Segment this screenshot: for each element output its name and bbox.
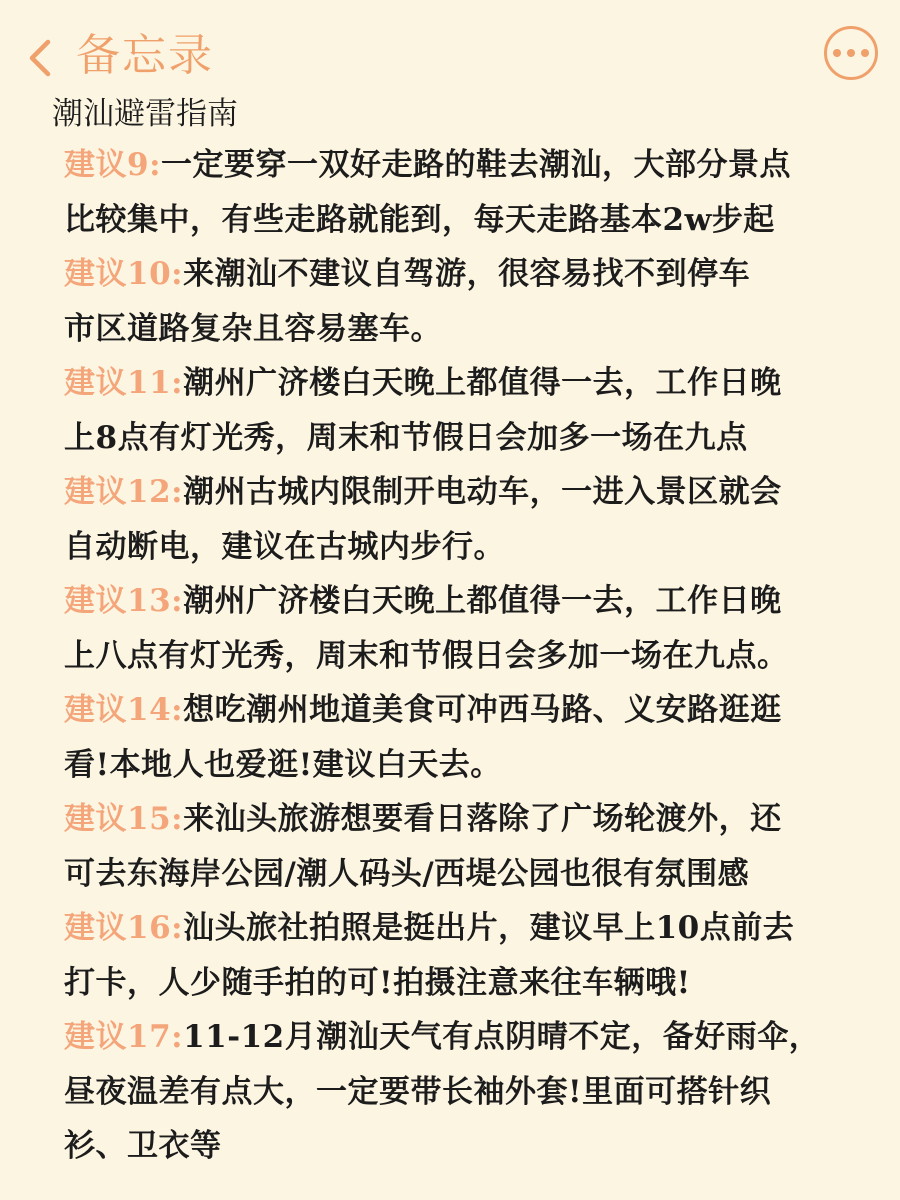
note-tip (64, 465, 864, 574)
tip-label: 建议15: (64, 801, 184, 837)
note-body[interactable] (64, 138, 864, 1174)
tip-text: 潮州广济楼白天晚上都值得一去，工作日晚 (183, 365, 782, 401)
note-tip-line (64, 138, 864, 193)
tip-label: 建议9: (64, 147, 162, 183)
note-tip (64, 574, 864, 683)
back-button[interactable] (22, 30, 58, 86)
note-tip (64, 901, 864, 1010)
note-tip-line (64, 956, 864, 1011)
note-tip-line (64, 847, 864, 902)
tip-label: 建议13: (64, 583, 184, 619)
note-tip (64, 247, 864, 356)
note-tip (64, 683, 864, 792)
note-tip-line (64, 193, 864, 248)
tip-text: 潮州古城内限制开电动车，一进入景区就会 (183, 474, 782, 510)
tip-text: 上八点有灯光秀，周末和节假日会多加一场在九点。 (64, 637, 789, 674)
note-tip-line (64, 629, 864, 684)
note-tip (64, 138, 864, 247)
more-horizontal-icon (847, 49, 855, 57)
note-tip-line (64, 411, 864, 466)
tip-text: 衫、卫衣等 (64, 1128, 222, 1164)
tip-label: 建议17: (64, 1019, 184, 1055)
tip-text: 看!本地人也爱逛!建议白天去。 (64, 746, 502, 783)
tip-label: 建议11: (64, 365, 184, 401)
tip-text: 市区道路复杂且容易塞车。 (64, 310, 442, 347)
note-tip-line (64, 792, 864, 847)
note-tip-line (64, 738, 864, 793)
tip-label: 建议10: (64, 256, 184, 292)
top-bar (0, 0, 900, 100)
tip-text: 潮州广济楼白天晚上都值得一去，工作日晚 (183, 583, 782, 619)
tip-text: 昼夜温差有点大，一定要带长袖外套!里面可搭针织 (64, 1073, 772, 1110)
note-tip (64, 792, 864, 901)
tip-label: 建议16: (64, 910, 184, 946)
more-horizontal-icon (833, 49, 841, 57)
note-title: 潮汕避雷指南 (52, 96, 238, 132)
tip-text: 一定要穿一双好走路的鞋去潮汕，大部分景点 (161, 147, 792, 183)
note-tip-line (64, 1119, 864, 1174)
note-tip-line (64, 520, 864, 575)
more-button[interactable] (824, 26, 878, 80)
note-tip (64, 356, 864, 465)
app-title: 备忘录 (76, 30, 214, 81)
tip-text: 来潮汕不建议自驾游，很容易找不到停车 (183, 256, 751, 292)
tip-text: 汕头旅社拍照是挺出片，建议早上10点前去 (183, 910, 795, 946)
note-tip-line (64, 683, 864, 738)
tip-text: 想吃潮州地道美食可冲西马路、义安路逛逛 (183, 692, 782, 728)
note-tip-line (64, 574, 864, 629)
tip-text: 打卡，人少随手拍的可!拍摄注意来往车辆哦! (64, 964, 691, 1001)
note-tip-line (64, 1010, 864, 1065)
tip-text: 11-12月潮汕天气有点阴晴不定，备好雨伞， (183, 1019, 821, 1055)
tip-text: 比较集中，有些走路就能到，每天走路基本2w步起 (64, 201, 775, 238)
tip-text: 自动断电，建议在古城内步行。 (64, 528, 505, 565)
chevron-left-icon (22, 34, 58, 82)
note-tip-line (64, 901, 864, 956)
note-tip (64, 1010, 864, 1174)
tip-text: 上8点有灯光秀，周末和节假日会加多一场在九点 (64, 419, 748, 456)
note-tip-line (64, 247, 864, 302)
tip-text: 可去东海岸公园/潮人码头/西堤公园也很有氛围感 (64, 855, 750, 892)
tip-label: 建议12: (64, 474, 184, 510)
tip-label: 建议14: (64, 692, 184, 728)
note-tip-line (64, 1065, 864, 1120)
note-tip-line (64, 465, 864, 520)
note-tip-line (64, 302, 864, 357)
tip-text: 来汕头旅游想要看日落除了广场轮渡外，还 (183, 801, 782, 837)
note-tip-line (64, 356, 864, 411)
more-horizontal-icon (861, 49, 869, 57)
